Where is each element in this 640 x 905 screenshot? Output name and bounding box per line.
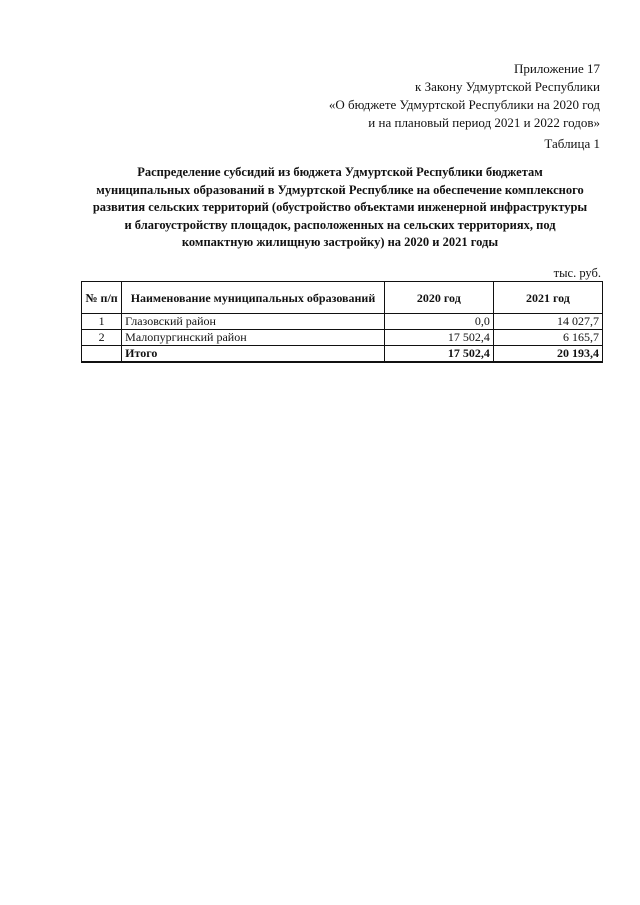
title-line: муниципальных образований в Удмуртской Республике на обеспечение комплексного xyxy=(96,182,584,197)
col-header-2020: 2020 год xyxy=(384,282,493,314)
total-2021-value: 20 193,4 xyxy=(493,346,602,363)
table-label: Таблица 1 xyxy=(544,136,600,151)
law-period: и на плановый период 2021 и 2022 годов» xyxy=(368,115,600,130)
total-label: Итого xyxy=(122,346,385,363)
row-number: 2 xyxy=(82,330,122,346)
table-row xyxy=(82,330,603,346)
appendix-header xyxy=(329,60,600,153)
title-line: компактную жилищную застройку) на 2020 и 2021 годы xyxy=(181,235,499,249)
total-number-cell xyxy=(82,346,122,363)
row-name: Глазовский район xyxy=(122,314,385,330)
title-line: Распределение субсидий из бюджета Удмуртской Республики бюджетам xyxy=(137,165,543,179)
row-2021-value: 14 027,7 xyxy=(493,314,602,330)
row-name: Малопургинский район xyxy=(122,330,385,346)
law-title: «О бюджете Удмуртской Республики на 2020 год xyxy=(328,97,600,112)
title-line: развития сельских территорий (обустройство объектами инженерной инфраструктуры xyxy=(92,200,588,214)
total-row xyxy=(82,346,603,363)
units-label: тыс. руб. xyxy=(553,266,601,280)
row-2020-value: 17 502,4 xyxy=(384,330,493,346)
law-reference: к Закону Удмуртской Республики xyxy=(415,79,600,94)
total-2020-value: 17 502,4 xyxy=(384,346,493,363)
col-header-number: № п/п xyxy=(82,282,122,314)
col-header-name: Наименование муниципальных образований xyxy=(122,282,385,314)
appendix-number: Приложение 17 xyxy=(513,61,600,76)
row-number: 1 xyxy=(82,314,122,330)
table-header-row xyxy=(82,282,603,314)
title-line: и благоустройству площадок, расположенных на сельских территориях, под xyxy=(124,217,556,232)
table-row xyxy=(82,314,603,330)
col-header-2021: 2021 год xyxy=(493,282,602,314)
subsidy-table xyxy=(81,281,603,363)
row-2021-value: 6 165,7 xyxy=(493,330,602,346)
document-title xyxy=(80,164,600,252)
row-2020-value: 0,0 xyxy=(384,314,493,330)
